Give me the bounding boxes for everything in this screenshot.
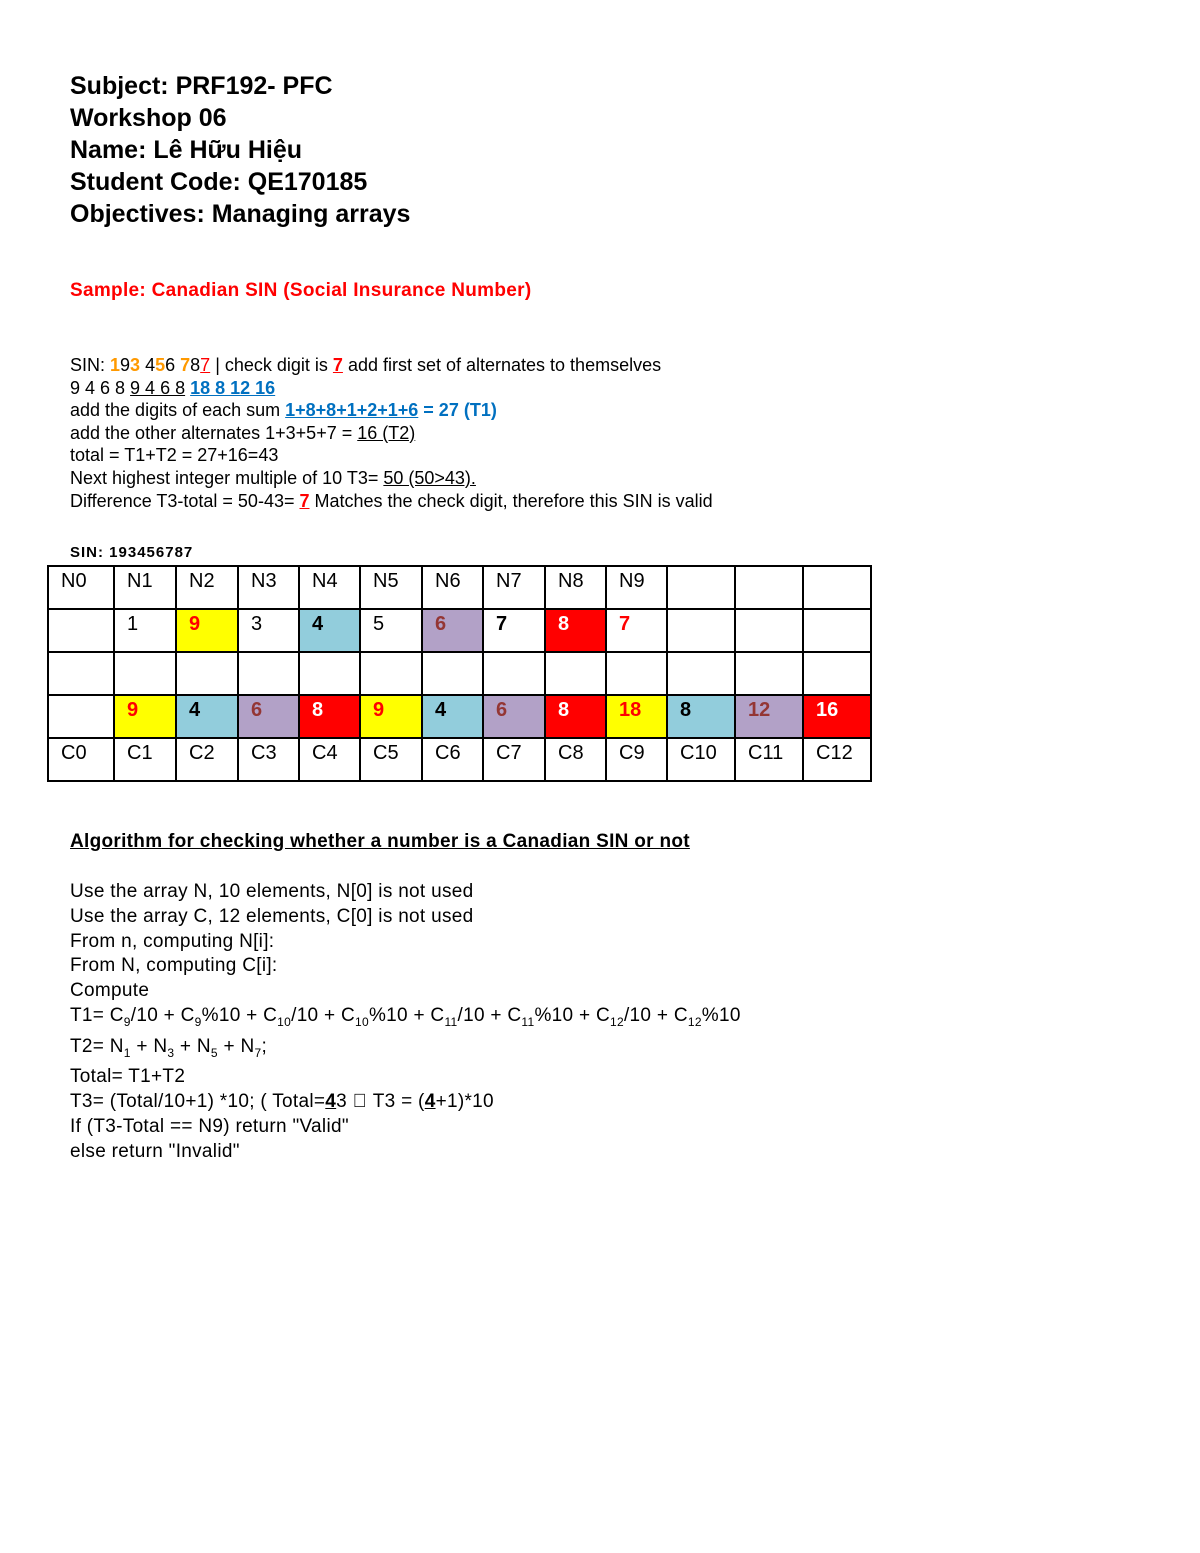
algorithm-title: Algorithm for checking whether a number is a Canadian SIN or not (70, 831, 690, 852)
formula-text: ; (261, 1035, 268, 1057)
algorithm-line: Use the array C, 12 elements, C[0] is not used (70, 905, 474, 927)
subscript: 9 (194, 1014, 202, 1029)
explanation-line-2 (70, 377, 713, 400)
explanation-text: add the digits of each sum (70, 400, 286, 421)
sin-prefix: SIN: (70, 355, 111, 375)
table-cell: C10 (667, 738, 735, 781)
table-row-c-labels (48, 738, 871, 781)
explanation-text: add first set of alternates to themselves (342, 355, 662, 375)
workshop-line: Workshop 06 (70, 104, 227, 132)
table-cell (48, 695, 114, 738)
table-cell (667, 609, 735, 652)
subscript: 10 (355, 1014, 369, 1029)
explanation-text: Next highest integer multiple of 10 T3= (70, 467, 384, 488)
subscript: 11 (444, 1014, 458, 1029)
sample-title: Sample: Canadian SIN (Social Insurance Number) (70, 280, 532, 301)
table-cell (176, 652, 238, 695)
formula-text: %10 + C (368, 1004, 445, 1026)
explanation-line-1 (70, 354, 713, 377)
table-cell: 8 (667, 695, 735, 738)
algorithm-line: From n, computing N[i]: (70, 930, 275, 952)
table-cell: N4 (299, 566, 360, 609)
table-cell: 4 (422, 695, 483, 738)
table-cell (735, 652, 803, 695)
table-cell: N6 (422, 566, 483, 609)
table-cell: C11 (735, 738, 803, 781)
t1-sum: 1+8+8+1+2+1+6 (285, 400, 419, 421)
table-row-empty (48, 652, 871, 695)
student-code-line: Student Code: QE170185 (70, 168, 368, 196)
table-cell: N9 (606, 566, 667, 609)
subscript: 1 (123, 1045, 131, 1060)
formula-text: /10 + C (291, 1004, 355, 1026)
table-cell: 12 (735, 695, 803, 738)
formula-text: + N (174, 1035, 211, 1057)
table-cell (606, 652, 667, 695)
alternates-plain: 9 4 6 8 (70, 377, 131, 398)
table-cell (667, 652, 735, 695)
sin-label: SIN: 193456787 (70, 544, 194, 561)
table-cell: 6 (422, 609, 483, 652)
table-cell: N1 (114, 566, 176, 609)
table-cell: 4 (176, 695, 238, 738)
table-cell (299, 652, 360, 695)
sin-check-digit: 7 (200, 355, 211, 375)
algorithm-line: Compute (70, 980, 150, 1002)
table-cell: 6 (483, 695, 545, 738)
alternates-underlined: 9 4 6 8 (130, 377, 186, 398)
table-cell: 9 (114, 695, 176, 738)
table-cell: 7 (483, 609, 545, 652)
t3-formula (70, 1090, 741, 1115)
table-cell (483, 652, 545, 695)
table-cell: N8 (545, 566, 606, 609)
t1-formula (70, 1004, 741, 1035)
formula-bold-digit: 4 (325, 1090, 337, 1112)
subscript: 12 (687, 1014, 702, 1029)
table-cell: C4 (299, 738, 360, 781)
table-cell: N5 (360, 566, 422, 609)
formula-text: T3= (Total/10+1) *10; ( Total= (70, 1090, 326, 1112)
formula-text: + N (217, 1035, 255, 1057)
table-cell: N3 (238, 566, 299, 609)
subscript: 11 (521, 1014, 535, 1029)
table-cell: 8 (299, 695, 360, 738)
sin-array-table (47, 565, 872, 782)
explanation-text: add the other alternates 1+3+5+7 = (70, 422, 358, 443)
explanation-line-6 (70, 467, 713, 490)
subscript: 10 (277, 1014, 292, 1029)
t1-result: = 27 (T1) (418, 400, 497, 421)
formula-text: %10 + C (201, 1004, 278, 1026)
table-cell: 16 (803, 695, 871, 738)
sin-digit: 5 (155, 355, 166, 375)
algorithm-steps (70, 880, 741, 1164)
explanation-line-7 (70, 490, 713, 513)
formula-text: T2= N (70, 1035, 124, 1057)
table-cell: C1 (114, 738, 176, 781)
table-cell: C8 (545, 738, 606, 781)
explanation-line-3 (70, 399, 713, 422)
document-header (70, 70, 410, 230)
table-cell (422, 652, 483, 695)
subscript: 12 (610, 1014, 624, 1029)
algorithm-line: Use the array N, 10 elements, N[0] is not used (70, 881, 474, 902)
table-cell: C6 (422, 738, 483, 781)
formula-text: %10 (701, 1004, 741, 1026)
table-cell (114, 652, 176, 695)
sin-explanation (70, 354, 713, 512)
formula-text: /10 + C (623, 1004, 688, 1026)
table-cell (360, 652, 422, 695)
algorithm-line: Total= T1+T2 (70, 1066, 186, 1088)
explanation-line-5: total = T1+T2 = 27+16=43 (70, 445, 279, 466)
sin-digit: 8 (190, 355, 201, 375)
sin-digit: 4 (145, 355, 156, 375)
table-cell: N7 (483, 566, 545, 609)
table-cell: C0 (48, 738, 114, 781)
table-cell (803, 566, 871, 609)
table-cell: C5 (360, 738, 422, 781)
table-cell: N0 (48, 566, 114, 609)
difference-value: 7 (299, 490, 310, 511)
formula-bold-digit: 4 (404, 1090, 416, 1112)
table-cell: 5 (360, 609, 422, 652)
subject-line: Subject: PRF192- PFC (70, 72, 333, 100)
formula-text: 3 T3 = ( (336, 1090, 405, 1112)
formula-text: %10 + C (534, 1004, 610, 1026)
algorithm-line: From N, computing C[i]: (70, 955, 278, 977)
explanation-text: | check digit is (210, 355, 333, 375)
table-cell: 3 (238, 609, 299, 652)
formula-text: +1)*10 (415, 1090, 474, 1112)
table-cell: 9 (360, 695, 422, 738)
subscript: 3 (167, 1045, 175, 1060)
table-cell: C12 (803, 738, 871, 781)
sin-digit: 9 (120, 355, 131, 375)
sin-digit: 6 (165, 355, 176, 375)
table-cell: 8 (545, 609, 606, 652)
alternate-sums: 18 8 12 16 (190, 377, 276, 398)
table-cell: C3 (238, 738, 299, 781)
objectives-line: Objectives: Managing arrays (70, 200, 411, 228)
explanation-text: Difference T3-total = 50-43= (70, 490, 300, 511)
table-row-n-values (48, 609, 871, 652)
sin-digit: 3 (130, 355, 141, 375)
t2-formula (70, 1035, 741, 1066)
sin-digit: 1 (110, 355, 121, 375)
table-cell (803, 609, 871, 652)
algorithm-line: If (T3-Total == N9) return "Valid" (70, 1115, 349, 1137)
table-cell (667, 566, 735, 609)
table-cell (735, 609, 803, 652)
table-cell (48, 652, 114, 695)
student-name-line: Name: Lê Hữu Hiệu (70, 136, 303, 164)
formula-text: /10 + C (130, 1004, 195, 1026)
sin-digit: 7 (180, 355, 191, 375)
table-cell: N2 (176, 566, 238, 609)
table-cell: 8 (545, 695, 606, 738)
table-cell: 4 (299, 609, 360, 652)
table-cell (545, 652, 606, 695)
table-row-n-labels (48, 566, 871, 609)
formula-text: + N (130, 1035, 168, 1057)
table-cell: C7 (483, 738, 545, 781)
table-cell: 1 (114, 609, 176, 652)
table-cell (238, 652, 299, 695)
table-cell: 9 (176, 609, 238, 652)
table-cell: 7 (606, 609, 667, 652)
t3-value: 50 (50>43). (383, 467, 476, 488)
table-cell (735, 566, 803, 609)
formula-text: /10 + C (457, 1004, 522, 1026)
table-row-c-values (48, 695, 871, 738)
subscript: 7 (254, 1045, 262, 1060)
subscript: 9 (123, 1014, 131, 1029)
table-cell: 18 (606, 695, 667, 738)
check-digit-value: 7 (332, 355, 343, 375)
t2-value: 16 (T2) (357, 422, 416, 443)
subscript: 5 (210, 1045, 218, 1060)
explanation-text: Matches the check digit, therefore this SIN is valid (309, 490, 713, 511)
table-cell (48, 609, 114, 652)
explanation-line-4 (70, 422, 713, 445)
algorithm-line: else return "Invalid" (70, 1140, 240, 1162)
formula-text: T1= C (70, 1004, 124, 1026)
table-cell: C9 (606, 738, 667, 781)
table-cell: 6 (238, 695, 299, 738)
table-cell: C2 (176, 738, 238, 781)
table-cell (803, 652, 871, 695)
